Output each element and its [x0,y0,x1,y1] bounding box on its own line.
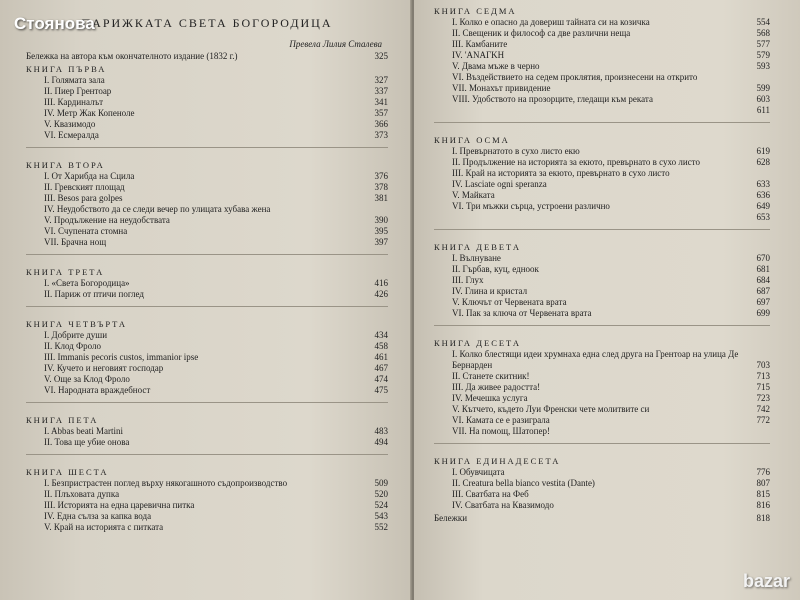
book-section [26,402,388,448]
toc-entry-page: 715 [756,382,770,392]
toc-entry-label: I. Abbas beati Martini [44,426,123,436]
toc-entry-label: II. Свещеник и философ са две различни неща [452,28,631,38]
toc-entry-label: III. Историята на една царевична питка [44,500,195,510]
book-section [26,454,388,533]
toc-entry [26,119,388,130]
toc-entry [434,308,770,319]
toc-entry [26,330,388,341]
toc-entry-page: 378 [374,182,388,192]
toc-entry [26,363,388,374]
toc-entry-page: 603 [756,94,770,104]
toc-entry-page: 649 [756,201,770,211]
toc-entry-page: 723 [756,393,770,403]
toc-entry [434,371,770,382]
toc-entry [434,286,770,297]
book-section [434,325,770,437]
toc-entry-label: II. Париж от птичи поглед [44,289,144,299]
toc-entry-page: 593 [756,61,770,71]
toc-entry [26,86,388,97]
toc-entry [434,50,770,61]
toc-entry [434,190,770,201]
left-contents [26,62,388,533]
toc-entry [26,352,388,363]
toc-entry [26,341,388,352]
toc-entry-page: 458 [374,341,388,351]
toc-entry [26,130,388,141]
toc-entry [434,94,770,105]
toc-entry-page: 327 [374,75,388,85]
toc-entry-label: II. Гревският площад [44,182,125,192]
toc-entry-page: 397 [374,237,388,247]
toc-entry-label: I. Безпристрастен поглед върху някогашното съдопроизводство [44,478,288,488]
book-title: КНИГА ДЕВЕТА [434,242,521,252]
bazar-logo: bazar [742,571,790,591]
toc-entry [434,275,770,286]
toc-entry-label: IV. Неудобството да се следи вечер по улицата хубава жена [44,204,271,214]
toc-entry-page: 337 [374,86,388,96]
toc-entry-label: IV. 'ΑΝΑΓΚΗ [452,50,505,60]
toc-entry-label: III. Край на историята за екюто, превърнато в сухо листо [452,168,670,178]
book-section [26,306,388,396]
toc-entry-page: 742 [756,404,770,414]
toc-entry-label: III. Сватбата на Феб [452,489,529,499]
toc-entry [26,75,388,86]
toc-entry [26,522,388,533]
book-section [434,4,770,116]
toc-entry-page: 390 [374,215,388,225]
toc-entry-page: 461 [374,352,388,362]
toc-entry-label: I. Колко блестящи идеи хрумнаха една след друга на Грентоар на улица Де Бернарден [452,349,741,370]
toc-entry [26,182,388,193]
toc-entry-label: V. Квазимодо [44,119,96,129]
author-note [26,51,388,62]
toc-entry [434,349,770,371]
toc-entry-page: 633 [756,179,770,189]
toc-entry [434,105,770,116]
toc-entry [434,146,770,157]
book-section [26,254,388,300]
toc-entry [26,500,388,511]
book-title: КНИГА ПЪРВА [26,64,107,74]
toc-entry [434,212,770,223]
book-title: КНИГА ЧЕТВЪРТА [26,319,128,329]
toc-entry [434,467,770,478]
book-title: КНИГА ТРЕТА [26,267,105,277]
toc-entry-label: VII. Монахът привидение [452,83,551,93]
toc-entry-label: I. Превърнатото в сухо листо екю [452,146,580,156]
page-header: ПАРИЖКАТА СВЕТА БОГОРОДИЦА [81,16,333,30]
toc-entry-label: V. Двама мъже в черно [452,61,540,71]
toc-entry-label: VI. Счупената стомна [44,226,128,236]
toc-entry-label: I. Добрите души [44,330,108,340]
book-title: КНИГА ШЕСТА [26,467,109,477]
toc-entry [434,500,770,511]
toc-entry-page: 509 [374,478,388,488]
toc-entry-page: 520 [374,489,388,499]
translator-line: Превела Лилия Сталева [289,39,382,49]
book-section [26,62,388,141]
toc-entry-label: II. Плъховата дупка [44,489,120,499]
toc-entry [434,478,770,489]
toc-entry-page: 815 [756,489,770,499]
toc-entry-page: 434 [374,330,388,340]
toc-entry [434,382,770,393]
toc-entry-label: V. Още за Клод Фроло [44,374,130,384]
toc-entry-label: V. Майката [452,190,495,200]
toc-entry-label: I. Голямата зала [44,75,105,85]
toc-entry-page: 381 [374,193,388,203]
toc-entry [434,179,770,190]
toc-entry-page: 467 [374,363,388,373]
toc-entry [434,61,770,72]
toc-entry-page: 697 [756,297,770,307]
book-section [434,229,770,319]
toc-entry-page: 772 [756,415,770,425]
toc-entry-page: 577 [756,39,770,49]
author-note-label: Бележка на автора към окончателното издание (1832 г.) [26,51,238,61]
toc-entry-label: IV. Сватбата на Квазимодо [452,500,554,510]
toc-entry [434,39,770,50]
toc-entry-page: 816 [756,500,770,510]
toc-entry-label: I. Обувчицата [452,467,505,477]
toc-entry-page: 376 [374,171,388,181]
toc-entry [26,478,388,489]
book-section [434,122,770,223]
toc-entry-page: 684 [756,275,770,285]
toc-entry [434,253,770,264]
toc-entry [434,168,770,179]
book-title: КНИГА ПЕТА [26,415,99,425]
toc-entry-label: V. Край на историята с питката [44,522,164,532]
toc-entry-label: VI. Народната враждебност [44,385,151,395]
toc-entry-page: 776 [756,467,770,477]
toc-entry-label: V. Продължение на неудобствата [44,215,170,225]
toc-entry [434,393,770,404]
book-title: КНИГА ЕДИНАДЕСЕТА [434,456,561,466]
toc-entry [26,426,388,437]
toc-entry [434,404,770,415]
toc-entry-label: III. Кардиналът [44,97,104,107]
book-title: КНИГА ОСМА [434,135,510,145]
toc-entry [434,83,770,94]
toc-entry-label: I. Колко е опасно да довериш тайната си на козичка [452,17,650,27]
toc-entry-label: VII. Брачна нощ [44,237,107,247]
toc-entry-page: 426 [374,289,388,299]
toc-entry-page: 483 [374,426,388,436]
toc-entry-label: I. «Света Богородица» [44,278,130,288]
toc-entry-label: II. Пиер Грентоар [44,86,112,96]
toc-entry [434,264,770,275]
toc-entry [26,193,388,204]
toc-entry-page: 554 [756,17,770,27]
toc-entry-label: II. Това ще убие онова [44,437,130,447]
toc-entry-label: IV. Метр Жак Копеноле [44,108,135,118]
book-title: КНИГА СЕДМА [434,6,517,16]
toc-entry-page: 475 [374,385,388,395]
toc-entry-label: IV. Lasciate ogni speranza [452,179,547,189]
toc-entry [26,237,388,248]
toc-entry-label: V. Кътчето, където Луи Френски чете молитвите си [452,404,650,414]
toc-entry [26,374,388,385]
toc-entry-label: II. Гърбав, куц, едноок [452,264,539,274]
toc-entry [26,437,388,448]
toc-entry-label: II. Станете скитник! [452,371,530,381]
toc-entry [434,28,770,39]
toc-entry [434,415,770,426]
toc-entry-label: VI. Въздействието на седем проклятия, произнесени на открито [452,72,698,82]
toc-entry-label: V. Ключът от Червената врата [452,297,567,307]
notes-page: 818 [756,513,770,523]
book-section [434,443,770,511]
toc-entry-page: 341 [374,97,388,107]
toc-entry-label: VIII. Удобството на прозорците, гледащи към реката [452,94,653,104]
toc-entry-label: II. Creatura bella bianco vestita (Dante) [452,478,595,488]
toc-entry-label: VI. Камата се е разиграла [452,415,550,425]
toc-entry-label: II. Продължение на историята за екюто, превърнато в сухо листо [452,157,700,167]
right-page [414,0,800,600]
toc-entry-label: VI. Есмералда [44,130,99,140]
toc-entry-page: 568 [756,28,770,38]
toc-entry-label: IV. Глина и кристал [452,286,528,296]
toc-entry-label: III. Immanis pecoris custos, immanior ipse [44,352,199,362]
toc-entry-page: 687 [756,286,770,296]
toc-entry [434,489,770,500]
toc-entry [26,385,388,396]
toc-entry [26,215,388,226]
toc-entry-label: I. От Харибда на Сцила [44,171,135,181]
notes-entry [434,513,770,524]
toc-entry-page: 703 [756,360,770,370]
toc-entry-page: 494 [374,437,388,447]
toc-entry-page: 552 [374,522,388,532]
toc-entry [26,171,388,182]
toc-entry-page: 713 [756,371,770,381]
toc-entry-page: 628 [756,157,770,167]
toc-entry [26,289,388,300]
toc-entry [434,201,770,212]
book-title: КНИГА ДЕСЕТА [434,338,521,348]
toc-entry-page: 699 [756,308,770,318]
toc-entry-page: 653 [756,212,770,222]
toc-entry-page: 373 [374,130,388,140]
toc-entry-page: 395 [374,226,388,236]
right-contents [434,4,770,511]
toc-entry-label: I. Вълнуване [452,253,501,263]
author-note-page: 325 [374,51,388,61]
toc-entry [26,108,388,119]
toc-entry-label: III. Глух [452,275,484,285]
toc-entry [434,297,770,308]
toc-entry [434,157,770,168]
toc-entry [26,204,388,215]
toc-entry-page: 543 [374,511,388,521]
toc-entry [434,426,770,437]
toc-entry-page: 474 [374,374,388,384]
toc-entry-page: 366 [374,119,388,129]
toc-entry-label: II. Клод Фроло [44,341,102,351]
toc-entry [26,511,388,522]
toc-entry-page: 579 [756,50,770,60]
toc-entry [26,226,388,237]
toc-entry-label: VI. Пак за ключа от Червената врата [452,308,592,318]
toc-entry-label: III. Камбаните [452,39,508,49]
toc-entry-page: 599 [756,83,770,93]
toc-entry-page: 416 [374,278,388,288]
toc-entry [26,278,388,289]
toc-entry-label: IV. Кучето и неговият господар [44,363,164,373]
toc-entry-label: III. Besos para golpes [44,193,123,203]
book-section [26,147,388,248]
toc-entry-label: VI. Три мъжки сърца, устроени различно [452,201,610,211]
book-title: КНИГА ВТОРА [26,160,105,170]
toc-entry [26,489,388,500]
toc-entry-page: 807 [756,478,770,488]
toc-entry-page: 681 [756,264,770,274]
toc-entry-page: 611 [756,105,770,115]
toc-entry-page: 619 [756,146,770,156]
toc-entry [26,97,388,108]
toc-entry-label: IV. Една сълза за капка вода [44,511,152,521]
toc-entry-label: VII. На помощ, Шатопер! [452,426,550,436]
toc-entry-page: 670 [756,253,770,263]
toc-entry-page: 636 [756,190,770,200]
toc-entry-label: III. Да живее радостта! [452,382,541,392]
notes-label: Бележки [434,513,468,523]
toc-entry [434,17,770,28]
toc-entry-page: 357 [374,108,388,118]
toc-entry-page: 524 [374,500,388,510]
toc-entry-label: IV. Мечешка услуга [452,393,528,403]
seller-watermark: Стоянова [14,14,95,33]
toc-entry [434,72,770,83]
